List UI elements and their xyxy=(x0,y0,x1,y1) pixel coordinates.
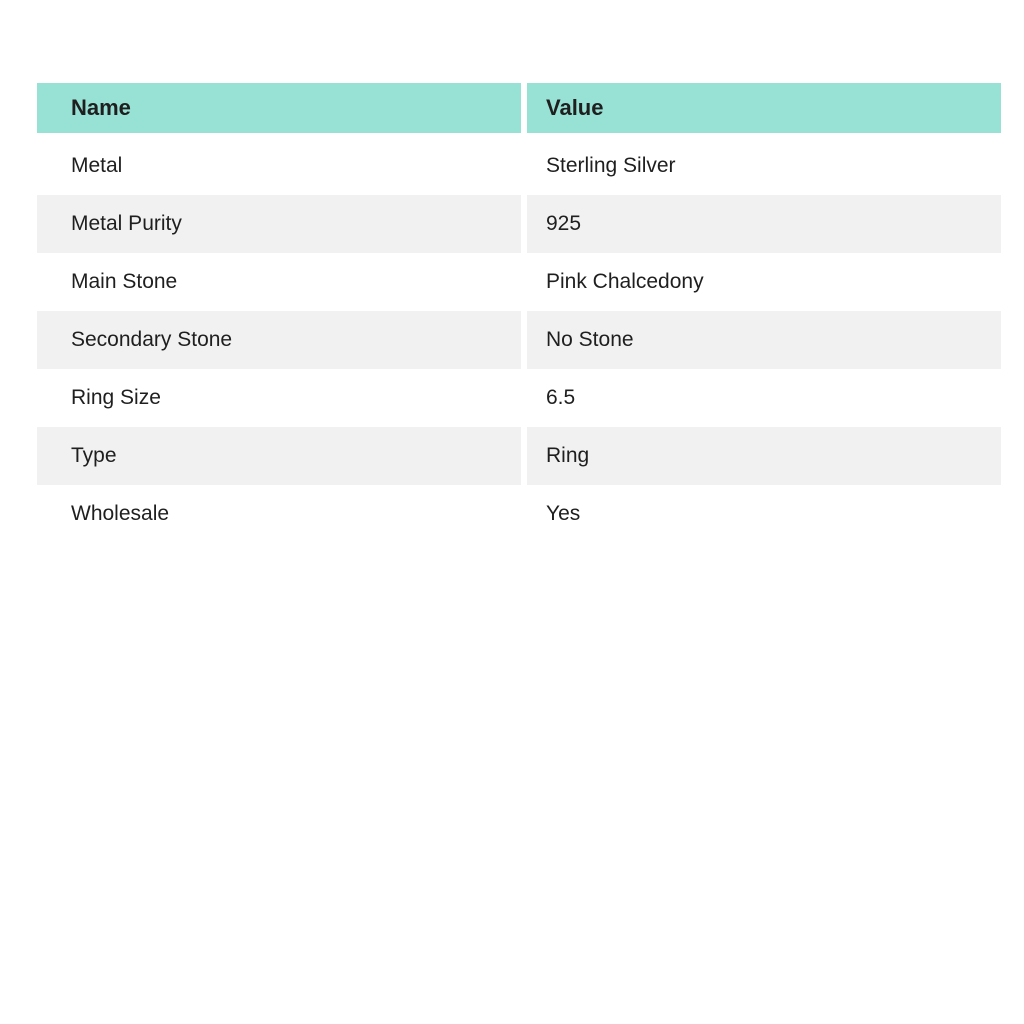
table-row xyxy=(37,253,1001,311)
table-row xyxy=(37,485,1001,543)
row-value-cell: Ring xyxy=(527,427,1001,485)
row-value-cell: 925 xyxy=(527,195,1001,253)
product-spec-table xyxy=(37,83,1001,543)
row-value-cell: 6.5 xyxy=(546,386,576,409)
row-name-cell: Ring Size xyxy=(71,386,161,409)
table-row xyxy=(37,427,1001,485)
row-value-cell: Yes xyxy=(546,502,581,525)
row-name-cell: Wholesale xyxy=(71,502,170,525)
row-name-cell: Metal Purity xyxy=(37,195,521,253)
table-header-row xyxy=(37,83,1001,133)
table-body xyxy=(37,137,1001,543)
row-name-cell: Metal xyxy=(71,154,123,177)
table-row xyxy=(37,137,1001,195)
row-name-cell: Secondary Stone xyxy=(37,311,521,369)
table-row xyxy=(37,311,1001,369)
column-header-value: Value xyxy=(527,83,1001,133)
row-value-cell: Pink Chalcedony xyxy=(546,270,704,293)
row-name-cell: Main Stone xyxy=(71,270,178,293)
table-row xyxy=(37,195,1001,253)
row-value-cell: Sterling Silver xyxy=(546,154,676,177)
column-header-name: Name xyxy=(37,83,521,133)
row-value-cell: No Stone xyxy=(527,311,1001,369)
row-name-cell: Type xyxy=(37,427,521,485)
table-row xyxy=(37,369,1001,427)
